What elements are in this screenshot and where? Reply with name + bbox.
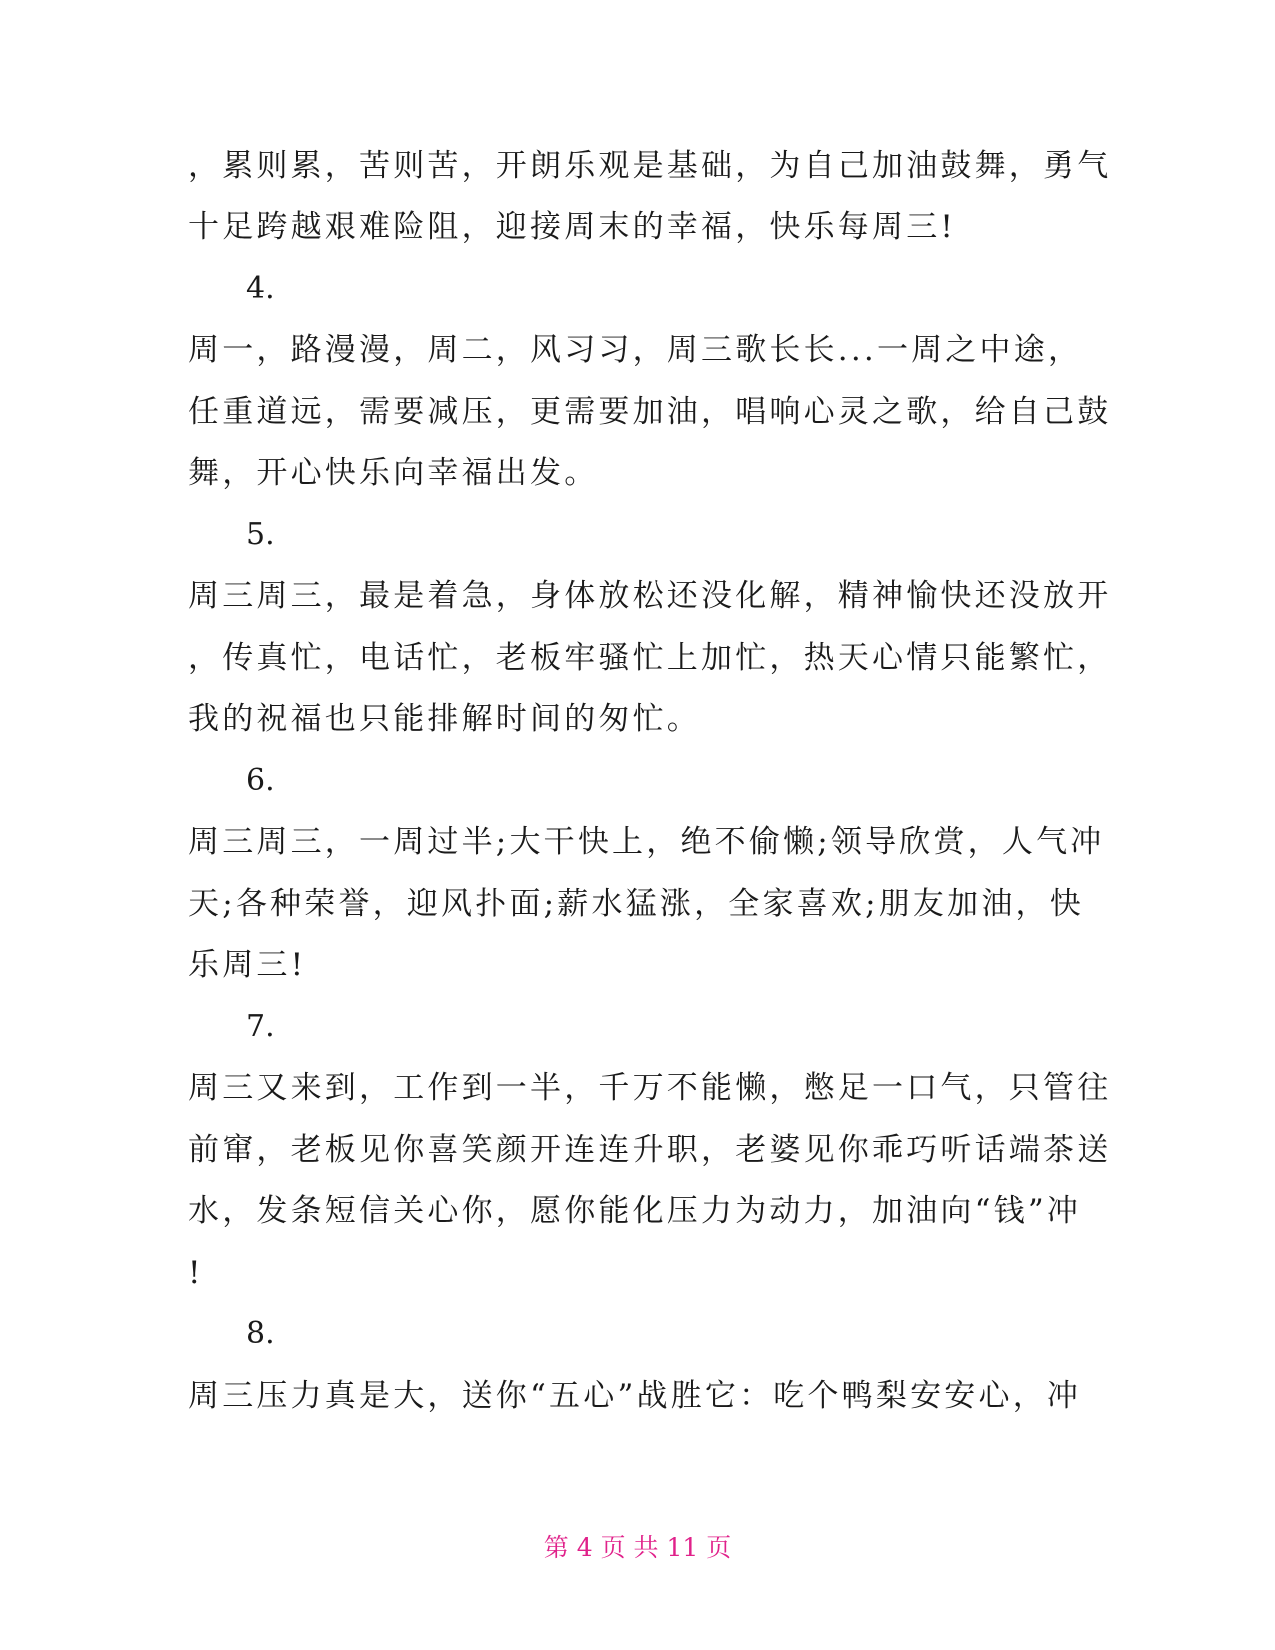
- item-number: 6.: [246, 763, 275, 798]
- text-line: 周一，路漫漫，周二，风习习，周三歌长长...一周之中途，: [188, 332, 1083, 368]
- text-line: 天;各种荣誉，迎风扑面;薪水猛涨，全家喜欢;朋友加油，快: [188, 886, 1084, 922]
- text-line: 乐周三!: [188, 947, 307, 983]
- text-line: 周三又来到，工作到一半，千万不能懒，憋足一口气，只管往: [188, 1070, 1112, 1106]
- text-line: 任重道远，需要减压，更需要加油，唱响心灵之歌，给自己鼓: [188, 394, 1112, 430]
- text-line: 周三周三，最是着急，身体放松还没化解，精神愉快还没放开: [188, 578, 1112, 614]
- item-number: 8.: [246, 1316, 275, 1351]
- text-line: 前窜，老板见你喜笑颜开连连升职，老婆见你乖巧听话端茶送: [188, 1132, 1112, 1168]
- item-number: 7.: [246, 1009, 275, 1044]
- page-footer: 第 4 页 共 11 页: [543, 1533, 732, 1562]
- text-line: 周三压力真是大，送你“五心”战胜它：吃个鸭梨安安心，冲: [188, 1378, 1082, 1414]
- text-line: 水，发条短信关心你，愿你能化压力为动力，加油向“钱”冲: [188, 1193, 1082, 1229]
- text-line: 舞，开心快乐向幸福出发。: [188, 455, 599, 491]
- text-line: ，累则累，苦则苦，开朗乐观是基础，为自己加油鼓舞，勇气: [188, 148, 1112, 184]
- text-line: !: [188, 1255, 204, 1291]
- text-line: 十足跨越艰难险阻，迎接周末的幸福，快乐每周三!: [188, 209, 957, 245]
- item-number: 4.: [246, 271, 275, 306]
- text-line: 周三周三，一周过半;大干快上，绝不偷懒;领导欣赏，人气冲: [188, 824, 1105, 860]
- item-number: 5.: [246, 517, 275, 552]
- text-line: ，传真忙，电话忙，老板牢骚忙上加忙，热天心情只能繁忙，: [188, 640, 1112, 676]
- text-line: 我的祝福也只能排解时间的匆忙。: [188, 701, 701, 737]
